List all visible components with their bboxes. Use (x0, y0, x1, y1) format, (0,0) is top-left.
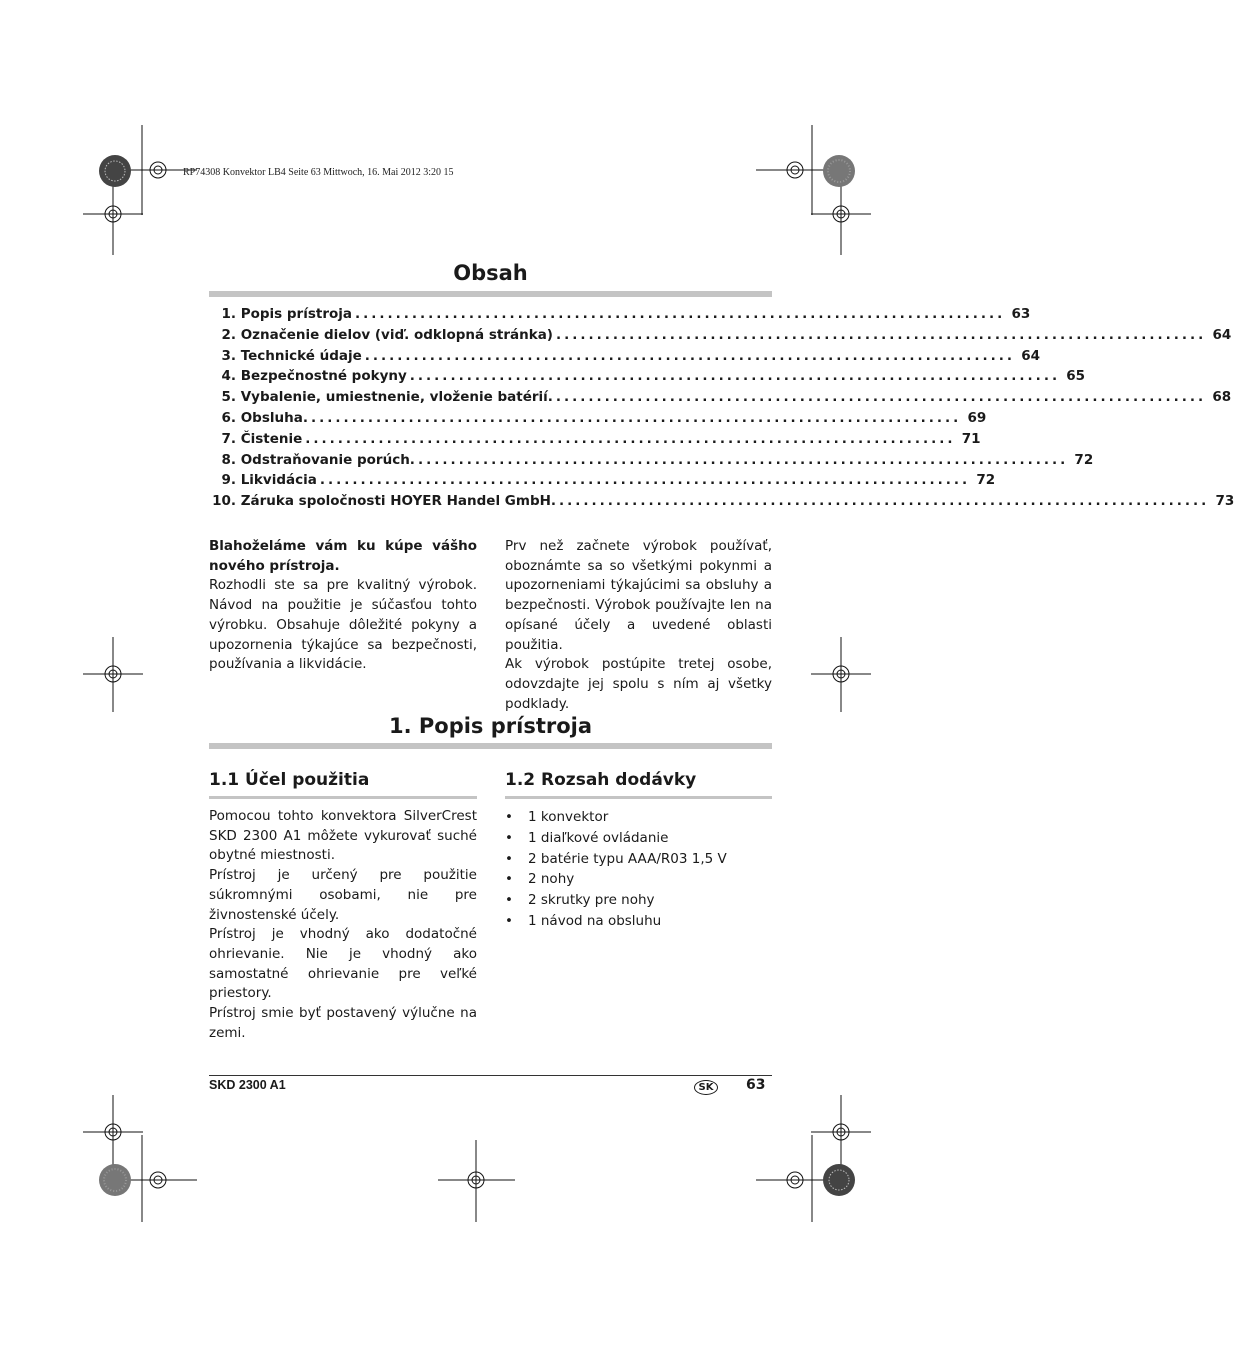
toc-entry[interactable]: 1. Popis prístroja ................................................................................ 63 (209, 306, 772, 327)
delivery-list (505, 807, 727, 932)
toc-label: Čistenie (240, 430, 303, 447)
intro-left-text: Rozhodli ste sa pre kvalitný výrobok. Návod na použitie je súčasťou tohto výrobku. Obsahuje dôležité pokyny a upozornenia týkajúce sa bezpečnosti, používania a likvidácie. (209, 577, 477, 673)
toc-page: 71 (961, 430, 981, 447)
toc-number: 7. (221, 430, 236, 447)
intro-right-text-2: Ak výrobok postúpite tretej osobe, odovzdajte jej spolu s ním aj všetky podklady. (505, 656, 772, 712)
toc-label: Vybalenie, umiestnenie, vloženie batérií. (240, 389, 553, 406)
toc-label: Označenie dielov (viď. odklopná stránka) (240, 326, 553, 343)
list-item: • 1 diaľkové ovládanie (505, 828, 727, 849)
purpose-paragraph: Prístroj smie byť postavený výlučne na zemi. (209, 1005, 477, 1041)
subsection-rule (505, 796, 772, 799)
toc-entry[interactable]: 10. Záruka spoločnosti HOYER Handel GmbH. ................................................................................ 73 (209, 493, 772, 514)
toc-entry[interactable]: 3. Technické údaje ................................................................................ 64 (209, 348, 772, 369)
toc-label: Obsluha. (240, 409, 308, 426)
toc-entry[interactable]: 2. Označenie dielov (viď. odklopná stránka) ................................................................................ 64 (209, 327, 772, 348)
toc-number: 8. (221, 451, 236, 468)
subsection-rule (209, 796, 477, 799)
toc-label: Odstraňovanie porúch. (240, 451, 415, 468)
toc-number: 1. (221, 306, 236, 322)
list-item: • 1 návod na obsluhu (505, 911, 727, 932)
toc-number: 3. (221, 347, 236, 364)
toc-page: 65 (1066, 368, 1086, 385)
toc-number: 10. (212, 493, 236, 510)
language-badge: SK (694, 1080, 718, 1095)
toc-number: 6. (221, 409, 236, 426)
purpose-paragraph: Prístroj je určený pre použitie súkromnými osobami, nie pre živnostenské účely. (209, 867, 477, 923)
toc-entry[interactable]: 5. Vybalenie, umiestnenie, vloženie batérií. ................................................................................ 68 (209, 389, 772, 410)
footer-rule (209, 1075, 772, 1076)
intro-heading: Blahoželáme vám ku kúpe vášho nového prístroja. (209, 538, 477, 574)
subsection-title-purpose: 1.1 Účel použitia (209, 770, 370, 790)
toc-entry[interactable]: 6. Obsluha. ................................................................................ 69 (209, 410, 772, 431)
toc-number: 9. (221, 472, 236, 489)
list-item: • 1 konvektor (505, 807, 727, 828)
contents-title: Obsah (453, 261, 528, 285)
toc-number: 5. (221, 389, 236, 406)
purpose-paragraph: Pomocou tohto konvektora SilverCrest SKD 2300 A1 môžete vykurovať suché obytné miestnosti. (209, 808, 477, 864)
toc-label: Technické údaje (240, 347, 362, 364)
toc-label: Likvidácia (240, 472, 317, 489)
toc-page: 72 (976, 472, 996, 489)
subsection-title-delivery: 1.2 Rozsah dodávky (505, 770, 697, 790)
toc-entry[interactable]: 8. Odstraňovanie porúch. ................................................................................ 72 (209, 452, 772, 473)
contents-rule (209, 291, 772, 297)
list-item: • 2 batérie typu AAA/R03 1,5 V (505, 849, 727, 870)
footer-model: SKD 2300 A1 (209, 1078, 286, 1092)
purpose-text (209, 807, 477, 1043)
toc-page: 68 (1212, 389, 1232, 406)
toc-page: 64 (1021, 347, 1041, 364)
toc-label: Popis prístroja (240, 306, 353, 322)
toc-label: Záruka spoločnosti HOYER Handel GmbH. (240, 493, 557, 510)
toc-entry[interactable]: 9. Likvidácia ................................................................................ 72 (209, 472, 772, 493)
intro-right-column (505, 537, 772, 714)
toc-label: Bezpečnostné pokyny (240, 368, 407, 385)
list-item: • 2 nohy (505, 869, 727, 890)
print-header: RP74308 Konvektor LB4 Seite 63 Mittwoch, 16. Mai 2012 3:20 15 (183, 167, 454, 178)
section-title: 1. Popis prístroja (388, 714, 593, 738)
toc-page: 69 (967, 409, 987, 426)
toc-page: 72 (1074, 451, 1094, 468)
page-number: 63 (746, 1077, 766, 1093)
toc-page: 64 (1212, 326, 1232, 343)
intro-left-column (209, 537, 477, 675)
intro-right-text-1: Prv než začnete výrobok používať, oboznámte sa so všetkými pokynmi a upozorneniami týkajúcimi sa obsluhy a bezpečnosti. Výrobok používajte len na opísané účely a uvedené oblasti použitia. (505, 538, 772, 653)
toc-page: 63 (1011, 306, 1031, 322)
table-of-contents (209, 306, 1234, 514)
toc-number: 4. (221, 368, 236, 385)
toc-page: 73 (1215, 493, 1234, 510)
toc-entry[interactable]: 7. Čistenie ................................................................................ 71 (209, 431, 772, 452)
toc-entry[interactable]: 4. Bezpečnostné pokyny ................................................................................ 65 (209, 368, 772, 389)
list-item: • 2 skrutky pre nohy (505, 890, 727, 911)
purpose-paragraph: Prístroj je vhodný ako dodatočné ohrievanie. Nie je vhodný ako samostatné ohrievanie pre veľké priestory. (209, 926, 477, 1002)
section-rule (209, 743, 772, 749)
toc-number: 2. (221, 326, 236, 343)
